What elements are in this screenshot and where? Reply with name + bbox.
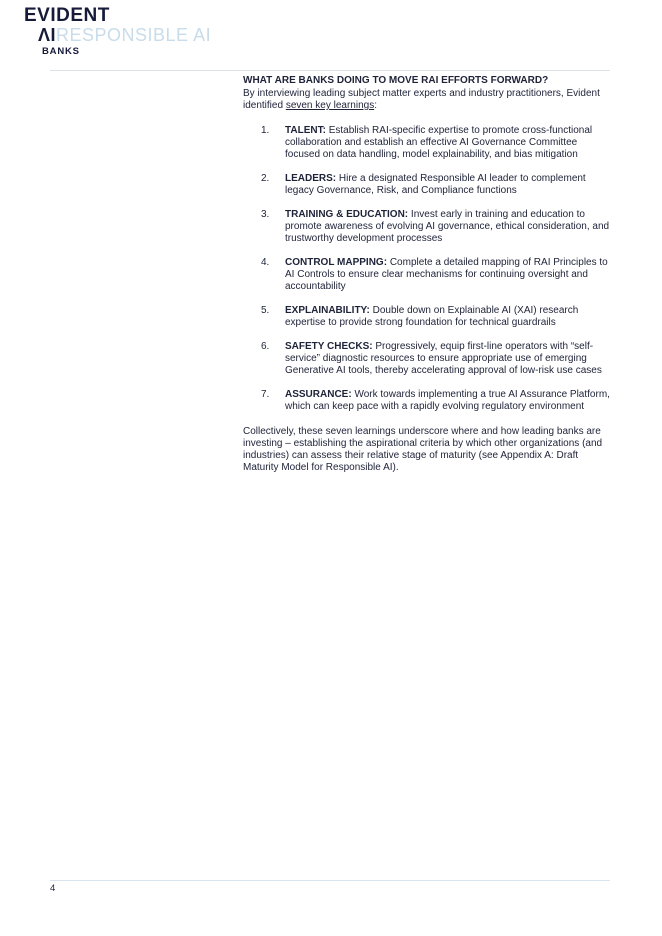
list-item-number: 5. (261, 305, 270, 316)
list-item-text: Establish RAI-specific expertise to promote cross-functional collaboration and establish an effective AI Governance Committee focused on data handling, model explainability, and bias mitigation (285, 125, 593, 160)
intro-paragraph (243, 88, 611, 112)
list-item-text: Hire a designated Responsible AI leader to complement legacy Governance, Risk, and Compliance functions (285, 173, 586, 196)
logo-ai-mark: ΛI (38, 25, 57, 45)
list-item (261, 209, 611, 245)
page-content-column (243, 75, 611, 474)
evident-ai-logo (24, 6, 211, 57)
list-item-label: TALENT: (285, 125, 326, 136)
list-item-text: Progressively, equip first-line operators with “self-service” diagnostic resources to ensure appropriate use of emerging Generative AI tools, thereby accelerating approval of low-risk use cases (285, 341, 602, 376)
list-item-body (285, 257, 611, 293)
list-item-body (285, 173, 611, 197)
logo-product-text: RESPONSIBLE AI (56, 25, 212, 45)
list-item-body (285, 209, 611, 245)
list-item (261, 341, 611, 377)
list-item-body (285, 125, 611, 161)
intro-text-after: : (374, 100, 377, 111)
list-item-body (285, 389, 611, 413)
list-item-number: 6. (261, 341, 270, 352)
list-item-number: 7. (261, 389, 270, 400)
list-item-label: LEADERS: (285, 173, 337, 184)
list-item-number: 2. (261, 173, 270, 184)
list-item-label: CONTROL MAPPING: (285, 257, 388, 268)
logo-division-text: BANKS (42, 46, 80, 57)
list-item (261, 257, 611, 293)
list-item-text: Double down on Explainable AI (XAI) research expertise to provide strong foundation for technical guardrails (285, 305, 579, 328)
list-item-text: Complete a detailed mapping of RAI Principles to AI Controls to ensure clear mechanisms for continuing oversight and accountability (285, 257, 608, 292)
page-number: 4 (50, 883, 56, 894)
list-item (261, 389, 611, 413)
list-item-label: EXPLAINABILITY: (285, 305, 370, 316)
list-item-number: 4. (261, 257, 270, 268)
key-learnings-list (243, 125, 611, 413)
list-item-body (285, 305, 611, 329)
footer-divider-rule (50, 880, 610, 881)
list-item-number: 1. (261, 125, 270, 136)
logo-brand-text: EVIDENT (24, 5, 110, 26)
intro-underlined-phrase: seven key learnings (285, 100, 375, 111)
list-item-body (285, 341, 611, 377)
top-divider-rule (50, 70, 610, 71)
list-item-text: Invest early in training and education to promote awareness of evolving AI governance, ethical consideration, and trustworthy development processes (285, 209, 610, 244)
list-item-text: Work towards implementing a true AI Assurance Platform, which can keep pace with a rapidly evolving regulatory environment (285, 389, 610, 412)
section-heading: WHAT ARE BANKS DOING TO MOVE RAI EFFORTS FORWARD? (243, 75, 549, 86)
list-item-number: 3. (261, 209, 270, 220)
list-item-label: ASSURANCE: (285, 389, 352, 400)
list-item-label: SAFETY CHECKS: (285, 341, 373, 352)
logo-second-row (38, 26, 211, 44)
list-item (261, 305, 611, 329)
list-item-label: TRAINING & EDUCATION: (285, 209, 409, 220)
closing-paragraph: Collectively, these seven learnings underscore where and how leading banks are investing – establishing the aspirational criteria by which other organizations (and industries) can assess their relative stage of maturity (see Appendix A: Draft Maturity Model for Responsible AI). (243, 426, 603, 473)
list-item (261, 125, 611, 161)
intro-text-before: By interviewing leading subject matter experts and industry practitioners, Evident identified (243, 88, 600, 111)
list-item (261, 173, 611, 197)
